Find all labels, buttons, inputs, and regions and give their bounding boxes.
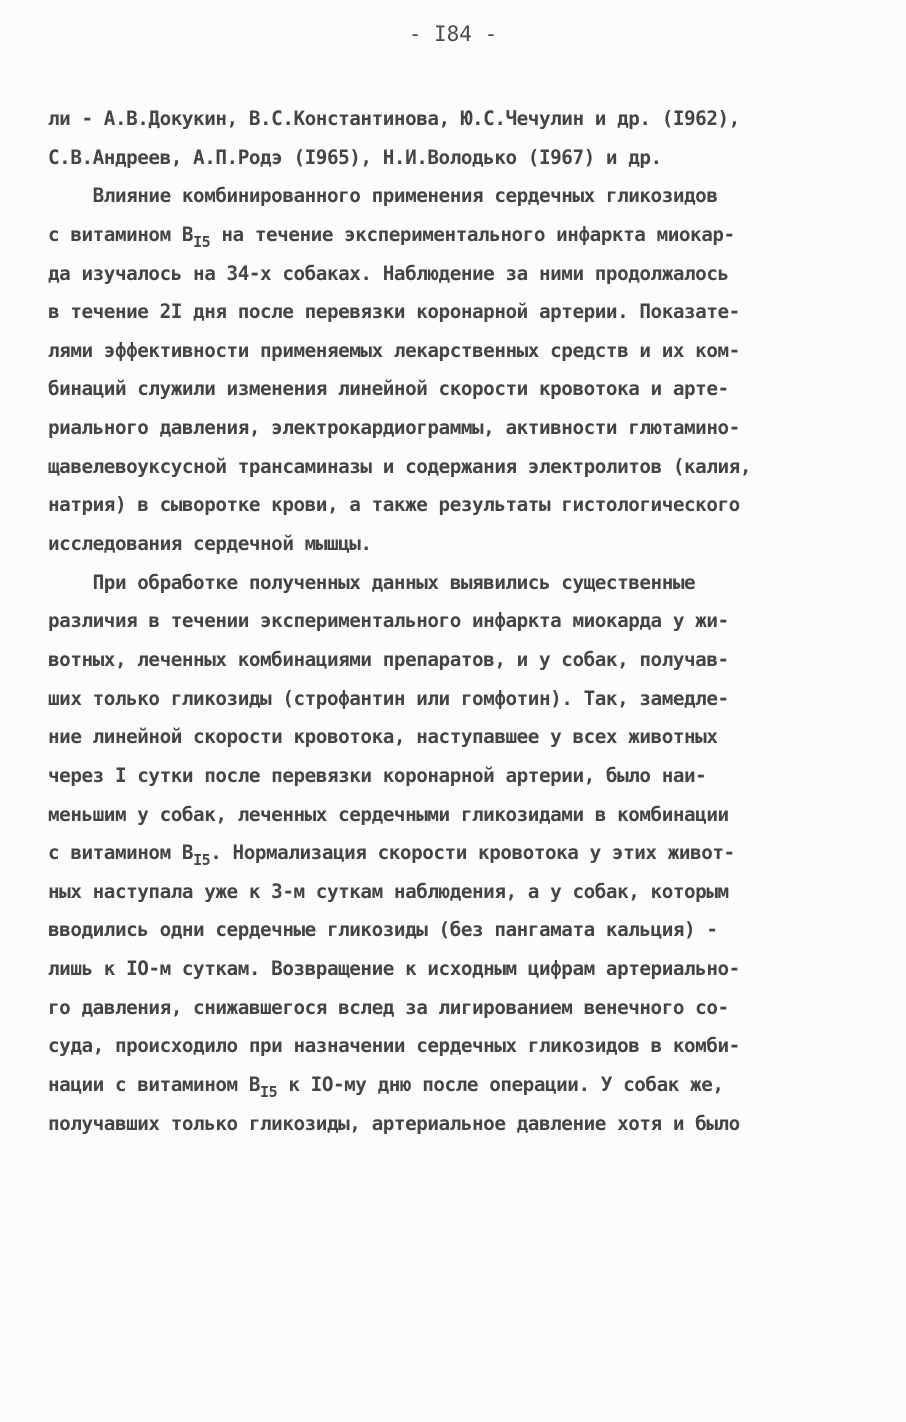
text-line: нации с витамином $В_{I5}$ к IO-му дню после операции. У собак же, [48, 1073, 724, 1102]
page-number: - I84 - [408, 22, 498, 46]
text-line: бинаций служили изменения линейной скорости кровотока и арте- [48, 377, 729, 401]
subscript: I5 [193, 851, 211, 870]
text-line: Влияние комбинированного применения сердечных гликозидов [48, 184, 718, 208]
text-line: суда, происходило при назначении сердечных гликозидов в комби- [48, 1034, 740, 1058]
text-line: получавших только гликозиды, артериальное давление хотя и было [48, 1111, 740, 1135]
text-line: с витамином $В_{I5}$. Нормализация скорости кровотока у этих живот- [48, 841, 735, 870]
text-line: через I сутки после перевязки коронарной артерии, было наи- [48, 763, 707, 787]
text-line: ли - А.В.Докукин, В.С.Константинова, Ю.С.Чечулин и др. (I962), [48, 107, 740, 130]
text-line: При обработке полученных данных выявились существенные [48, 570, 696, 594]
text-line: вотных, леченных комбинациями препаратов, и у собак, получав- [48, 647, 729, 671]
text-line: го давления, снижавшегося вслед за лигированием венечного со- [48, 995, 729, 1019]
text-line: да изучалось на 34-х собаках. Наблюдение за ними продолжалось [48, 261, 729, 285]
text-line: лишь к IO-м суткам. Возвращение к исходным цифрам артериально- [48, 957, 740, 981]
text-line: ние линейной скорости кровотока, наступавшее у всех животных [48, 725, 718, 749]
text-line: в течение 2I дня после перевязки коронарной артерии. Показате- [48, 300, 740, 324]
body-text [48, 100, 863, 1143]
text-line: С.В.Андреев, А.П.Родэ (I965), Н.И.Володько (I967) и др. [48, 145, 662, 169]
text-line: различия в течении экспериментального инфаркта миокарда у жи- [48, 609, 729, 633]
subscript: I5 [260, 1083, 278, 1102]
text-line: исследования сердечной мышцы. [48, 532, 372, 556]
text-line: с витамином $В_{I5}$ на течение экспериментального инфаркта миокар- [48, 222, 735, 251]
text-line: щавелевоуксусной трансаминазы и содержания электролитов (калия, [48, 454, 751, 478]
text-line: меньшим у собак, леченных сердечными гликозидами в комбинации [48, 802, 729, 826]
text-line: ных наступала уже к 3-м суткам наблюдения, а у собак, которым [48, 879, 729, 903]
text-line: вводились одни сердечные гликозиды (без пангамата кальция) - [48, 918, 718, 942]
text-line: натрия) в сыворотке крови, а также результаты гистологического [48, 493, 740, 517]
text-line: лями эффективности применяемых лекарственных средств и их ком- [48, 338, 740, 362]
text-line: ших только гликозиды (строфантин или гомфотин). Так, замедле- [48, 686, 729, 710]
subscript: I5 [193, 232, 211, 251]
text-line: риального давления, электрокардиограммы, активности глютамино- [48, 416, 740, 440]
